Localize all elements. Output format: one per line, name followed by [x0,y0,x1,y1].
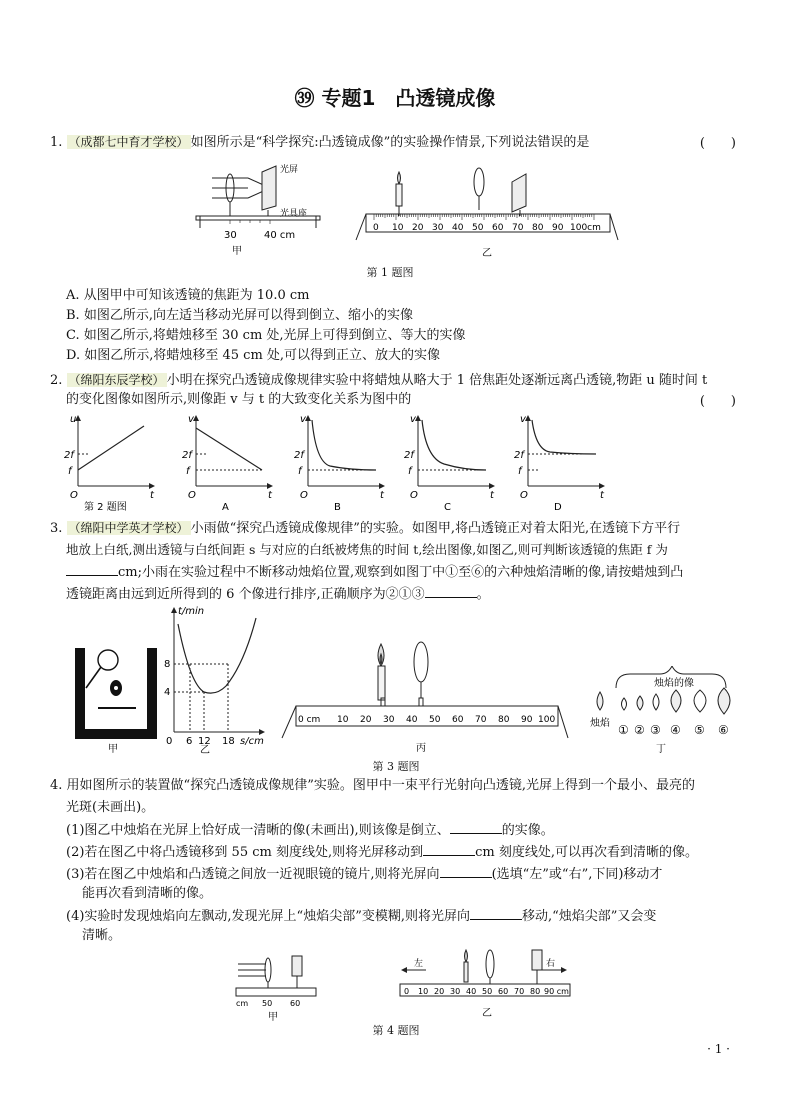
page-number: · 1 · [707,1042,730,1056]
option-c: C. 如图乙所示,将蜡烛移至 30 cm 处,光屏上可得到倒立、等大的实像 [66,328,466,343]
q3-figure-bing [280,636,570,754]
axis-2f: 2f [294,450,304,461]
question-text: (4)实验时发现烛焰向左飘动,发现光屏上“烛焰尖部”变模糊,则将光屏向 [66,909,470,924]
tick-label: 40 cm [264,230,296,241]
figure-label: 丙 [416,743,426,754]
page-title: ㊴ 专题1 凸透镜成像 [294,86,496,110]
screen-label: 光屏 [280,165,299,175]
axis-f: f [408,466,412,477]
graph-caption: 第 2 题图 [84,502,127,513]
origin: O [410,490,418,501]
axis-2f: 2f [64,450,74,461]
answer-paren: ( ) [699,136,736,151]
axis-f: f [186,466,190,477]
question-text: cm;小雨在实验过程中不断移动烛焰位置,观察到如图丁中①至⑥的六种烛焰清晰的像,请按蜡烛到凸 [118,565,684,580]
ruler-tick: 50 [482,987,493,996]
ruler-tick: 0 [404,987,410,996]
question-source: （成都七中育才学校） [68,135,189,149]
ruler-tick: 90 [521,715,533,725]
option-a: A. 从图甲中可知该透镜的焦距为 10.0 cm [66,288,310,303]
axis-t: t [380,490,384,501]
ruler-tick: 80 [498,715,510,725]
origin: O [520,490,528,501]
graph-c [404,414,495,513]
question-text: 透镜距离由远到近所得到的 6 个像进行排序,正确顺序为②①③ [66,587,425,602]
question-text: (3)若在图乙中烛焰和凸透镜之间放一近视眼镜的镜片,则将光屏向 [66,867,440,882]
graph-caption: A [222,502,229,513]
y-tick: 8 [164,659,171,670]
question-3-stem-cont: 地放上白纸,测出透镜与白纸间距 s 与对应的白纸被烤焦的时间 t,绘出图像,如图乙,则可判断该透镜的焦距 f 为 [66,542,668,557]
ruler-tick: 20 [360,715,372,725]
base-label: 光具座 [280,209,308,219]
option-b: B. 如图乙所示,向左适当移动光屏可以得到倒立、缩小的实像 [66,308,413,323]
figure-label: 丁 [656,744,666,755]
question-3-stem-cont3 [66,584,750,605]
q3-figure-jia [80,648,152,754]
images-header: 烛焰的像 [654,678,694,689]
axis-f: f [518,466,522,477]
question-number: 4. [50,778,63,793]
axis-f: f [298,466,302,477]
q4-figure-yi [396,940,576,1024]
figure-label: 甲 [232,246,242,257]
axis-f: f [68,466,72,477]
image-mark: ③ [650,723,661,737]
ruler-tick: 40 [452,223,464,233]
ruler-tick: 100cm [570,223,601,233]
q1-figure-jia [190,158,330,258]
question-source: （绵阳中学英才学校） [68,521,189,535]
figure-caption: 第 4 题图 [372,1024,420,1037]
ruler-tick: 30 [432,223,444,233]
question-text: cm 刻度线处,可以再次看到清晰的像。 [475,845,698,860]
axis-t: t [490,490,494,501]
axis-t: t [600,490,604,501]
ruler-tick: 100 [538,715,556,725]
ruler-tick: 70 [514,987,525,996]
ruler-tick: 80 [530,987,541,996]
figure-label: 乙 [482,248,492,259]
question-3-stem [50,518,750,539]
question-number: 2. [50,373,63,388]
sub-question-3 [66,864,750,885]
q3-figure-yi [164,606,264,754]
question-text: 如图所示是“科学探究:凸透镜成像”的实验操作情景,下列说法错误的是 [190,135,590,150]
right-label: 右 [546,959,556,969]
x-tick: 12 [198,736,211,747]
question-source: （绵阳东辰学校） [68,373,165,387]
sub-question-1 [66,820,750,841]
ruler-tick: 90 [552,223,564,233]
question-number: 1. [50,135,63,150]
answer-blank[interactable] [66,562,118,576]
sub-question-3-cont: 能再次看到清晰的像。 [82,886,213,901]
ruler-tick: 0 cm [298,715,321,725]
sub-question-4-cont: 清晰。 [82,928,122,943]
question-1-stem [50,132,750,153]
tick-label: 30 [224,230,237,241]
origin: O [300,490,308,501]
question-text: 小雨做“探究凸透镜成像规律”的实验。如图甲,将凸透镜正对着太阳光,在透镜下方平行 [190,521,681,536]
ruler-tick: 60 [290,999,301,1008]
ruler-tick: 10 [392,223,404,233]
image-mark: ① [618,723,629,737]
question-number: 3. [50,521,63,536]
image-mark: ⑥ [718,723,729,737]
origin: O [70,490,78,501]
graph-caption: D [554,502,562,513]
question-text: (选填“左”或“右”,下同)移动才 [491,867,663,882]
question-text: 的实像。 [501,823,554,838]
figure-label: 乙 [200,745,210,754]
axis-label: v [188,414,194,425]
answer-blank[interactable] [450,820,502,834]
ruler-tick: 40 [466,987,477,996]
ruler-tick: 10 [418,987,429,996]
question-3-stem-cont2 [66,562,750,583]
answer-blank[interactable] [470,906,522,920]
image-mark: ④ [670,723,681,737]
sub-question-4 [66,906,750,927]
ruler-tick: 60 [498,987,509,996]
y-tick: 4 [164,687,171,698]
ruler-tick: 90 cm [544,987,569,996]
question-text: (2)若在图乙中将凸透镜移到 55 cm 刻度线处,则将光屏移动到 [66,845,424,860]
axis-2f: 2f [182,450,192,461]
question-text: (1)图乙中烛焰在光屏上恰好成一清晰的像(未画出),则该像是倒立、 [66,823,450,838]
left-label: 左 [414,959,424,969]
answer-blank[interactable] [425,584,477,598]
axis-label: v [410,414,416,425]
answer-paren: ( ) [699,394,736,409]
image-mark: ② [634,723,645,737]
ruler-tick: 50 [472,223,484,233]
answer-blank[interactable] [440,864,492,878]
ruler-tick: 0 [373,223,379,233]
ruler-tick: 80 [532,223,544,233]
question-4-stem-cont: 光斑(未画出)。 [66,800,155,815]
question-2-stem [50,370,750,391]
ruler-tick: 50 [262,999,273,1008]
q1-figure-yi [352,160,622,260]
axis-label: s/cm [240,736,264,747]
axis-t: t [150,490,154,501]
ruler-tick: 50 [429,715,441,725]
graph-b [294,414,385,513]
graph-caption: B [334,502,341,513]
axis-t: t [268,490,272,501]
figure-label: 甲 [108,744,118,754]
option-d: D. 如图乙所示,将蜡烛移至 45 cm 处,可以得到正立、放大的实像 [66,348,441,363]
flame-label: 烛焰 [590,718,610,729]
ruler-tick: 40 [406,715,418,725]
origin: O [188,490,196,501]
ruler-tick: 60 [492,223,504,233]
sub-question-2 [66,842,750,863]
figure-label: 甲 [268,1012,278,1022]
ruler-tick: 60 [452,715,464,725]
x-tick: 6 [186,736,193,747]
question-4-stem [50,776,750,796]
q2-graphs [60,410,620,514]
ruler-tick: 70 [475,715,487,725]
axis-label: v [300,414,306,425]
x-tick: 0 [166,736,173,747]
axis-2f: 2f [404,450,414,461]
question-text: 移动,“烛焰尖部”又会变 [521,909,657,924]
q3-figure-jia-yi [74,604,274,754]
image-mark: ⑤ [694,723,705,737]
ruler-tick: 20 [412,223,424,233]
figure-label: 乙 [482,1008,492,1019]
ruler-tick: 30 [450,987,461,996]
figure-caption: 第 3 题图 [372,760,420,773]
question-text: 。 [476,587,490,602]
question-text: 用如图所示的装置做“探究凸透镜成像规律”实验。图甲中一束平行光射向凸透镜,光屏上得到一个最小、最亮的 [66,778,695,793]
graph-a [182,414,273,513]
ruler-tick: 70 [512,223,524,233]
ruler-tick: 30 [383,715,395,725]
question-text: 小明在探究凸透镜成像规律实验中将蜡烛从略大于 1 倍焦距处逐渐远离凸透镜,物距 u 随时间 t [166,373,708,388]
answer-blank[interactable] [423,842,475,856]
q3-figure-ding [590,666,740,756]
axis-label: u [70,414,77,425]
x-tick: 18 [222,736,235,747]
axis-label: v [520,414,526,425]
ruler-tick: 20 [434,987,445,996]
ruler-tick: 10 [337,715,349,725]
axis-2f: 2f [514,450,524,461]
ruler-tick: cm [236,999,249,1008]
figure-caption: 第 1 题图 [366,266,414,279]
axis-label: t/min [178,606,205,617]
graph-u-t [64,414,155,513]
question-2-stem-cont: 的变化图像如图所示,则像距 v 与 t 的大致变化关系为图中的 [66,392,412,407]
q4-figure-jia [232,946,332,1022]
graph-d [514,414,605,513]
graph-caption: C [444,502,451,513]
